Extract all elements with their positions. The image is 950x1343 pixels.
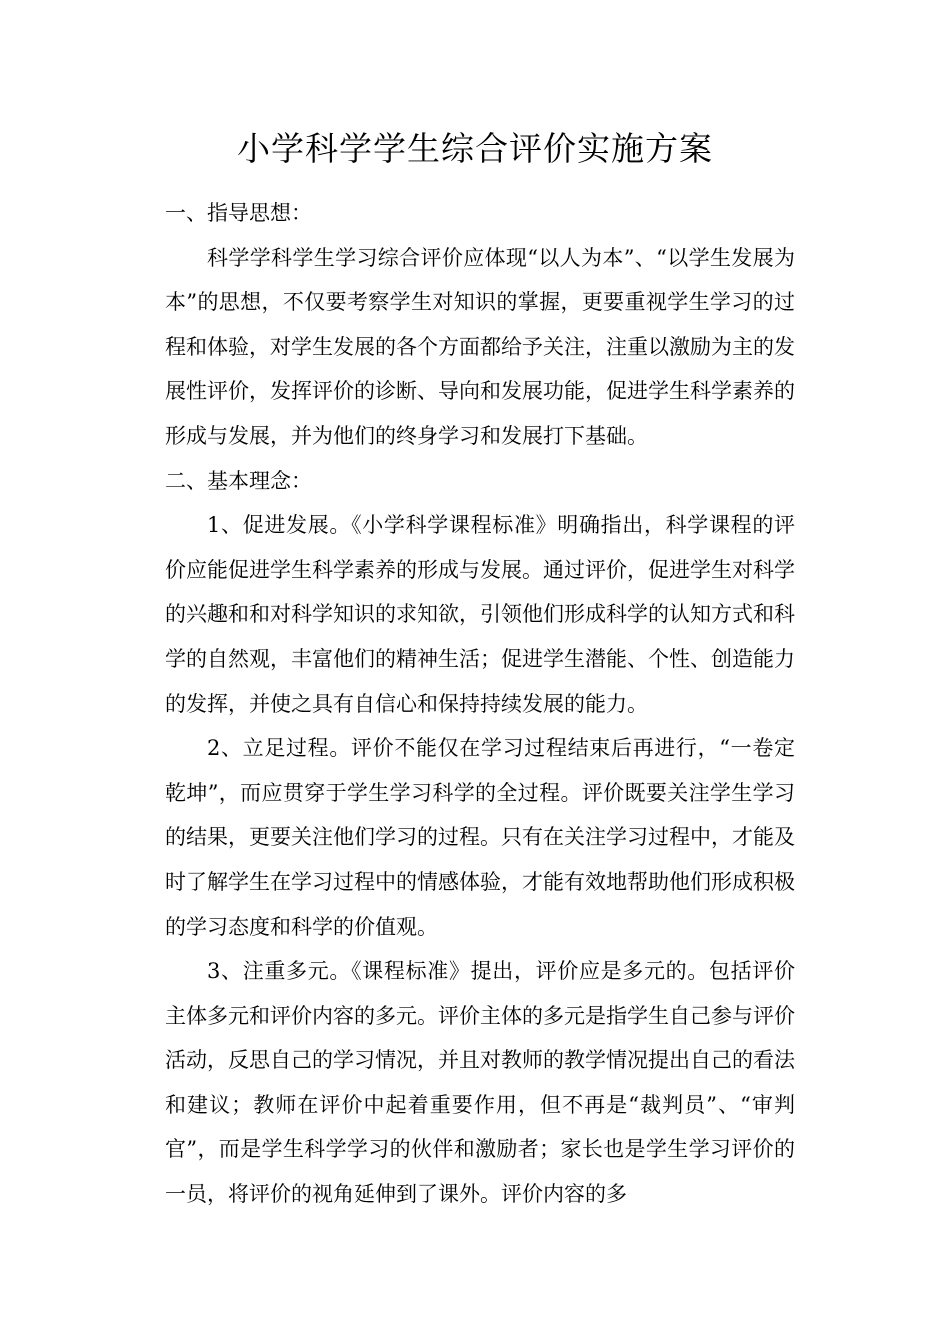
section-heading-guiding-ideology: 一、指导思想： bbox=[165, 201, 312, 225]
paragraph-promote-development: 1、促进发展。《小学科学课程标准》明确指出，科学课程的评价应能促进学生科学素养的形成与发展。通过评价，促进学生对科学的兴趣和和对科学知识的求知欲，引领他们形成科学的认知方式和科学的自然观，丰富他们的精神生活；促进学生潜能、个性、创造能力的发挥，并使之具有自信心和保持持续发展的能力。 bbox=[165, 513, 795, 716]
paragraph-emphasize-diversity: 3、注重多元。《课程标准》提出，评价应是多元的。包括评价主体多元和评价内容的多元。评价主体的多元是指学生自己参与评价活动，反思自己的学习情况，并且对教师的教学情况提出自己的看法和建议；教师在评价中起着重要作用，但不再是“裁判员”、“审判官”，而是学生科学学习的伙伴和激励者；家长也是学生学习评价的一员，将评价的视角延伸到了课外。评价内容的多 bbox=[165, 959, 795, 1207]
document-body bbox=[165, 191, 795, 1217]
paragraph-guiding-ideology: 科学学科学生学习综合评价应体现“以人为本”、“以学生发展为本”的思想，不仅要考察学生对知识的掌握，更要重视学生学习的过程和体验，对学生发展的各个方面都给予关注，注重以激励为主的发展性评价，发挥评价的诊断、导向和发展功能，促进学生科学素养的形成与发展，并为他们的终身学习和发展打下基础。 bbox=[165, 245, 795, 448]
paragraph-focus-on-process: 2、立足过程。评价不能仅在学习过程结束后再进行，“一卷定乾坤”，而应贯穿于学生学习科学的全过程。评价既要关注学生学习的结果，更要关注他们学习的过程。只有在关注学习过程中，才能及时了解学生在学习过程中的情感体验，才能有效地帮助他们形成积极的学习态度和科学的价值观。 bbox=[165, 736, 795, 939]
document-title: 小学科学学生综合评价实施方案 bbox=[237, 129, 713, 168]
section-heading-basic-concepts: 二、基本理念： bbox=[165, 468, 312, 493]
